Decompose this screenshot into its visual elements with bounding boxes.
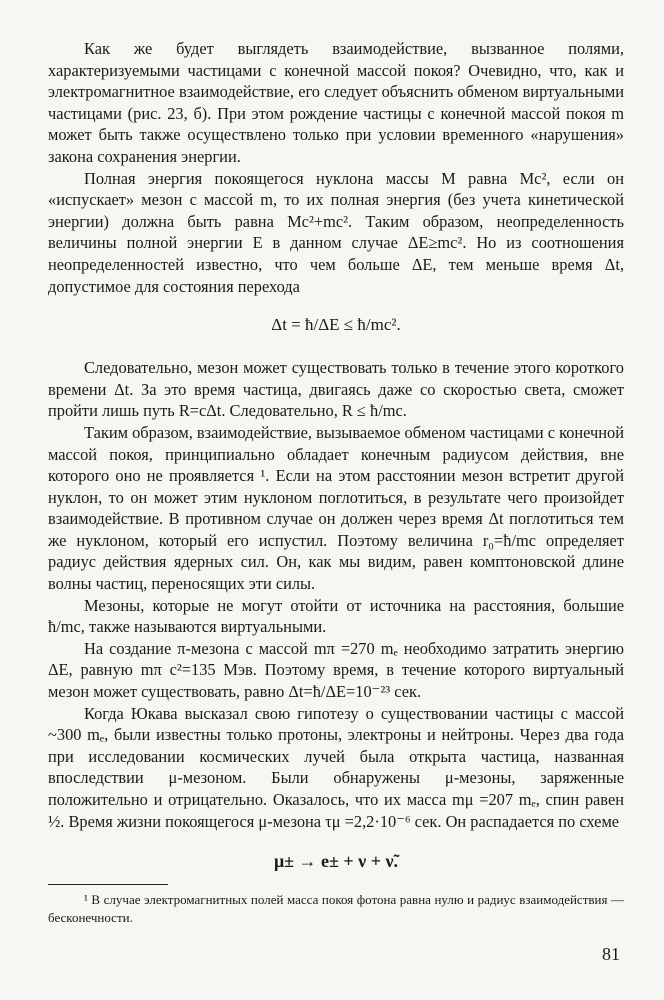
paragraph-6: На создание π-мезона с массой mπ =270 mₑ необходимо затратить энергию ΔE, равную mπ c²=135 Мэв. Поэтому время, в течение которого виртуальный мезон может существовать, равно Δt=ħ/ΔE=10⁻²³ сек. [48, 638, 624, 702]
formula-decay: μ± → e± + ν + ν̃. [273, 851, 399, 872]
footnote-rule [48, 884, 168, 885]
paragraph-2: Полная энергия покоящегося нуклона массы M равна Mc², если он «испускает» мезон с массой m, то их полная энергия (без учета кинетической энергии) должна быть равна Mc²+mc². Таким образом, неопределенность величины полной энергии E в данном случае ΔE≥mc². Но из соотношения неопределенностей известно, что чем больше ΔE, тем меньше время Δt, допустимое для состояния перехода [48, 168, 624, 296]
paragraph-3: Следовательно, мезон может существовать только в течение этого короткого времени Δt. За это время частица, двигаясь даже со скоростью света, сможет пройти лишь путь R=cΔt. Следовательно, R ≤ ħ/mc. [48, 358, 624, 421]
page-body [48, 38, 624, 927]
paragraph-5: Мезоны, которые не могут отойти от источника на расстояния, большие ħ/mc, также называются виртуальными. [48, 595, 624, 637]
paragraph-7: Когда Юкава высказал свою гипотезу о существовании частицы с массой ~300 mₑ, были известны только протоны, электроны и нейтроны. Через два года при исследовании космических лучей была открыта частица, названная впоследствии μ-мезоном. Были обнаружены μ-мезоны, заряженные положительно и отрицательно. Оказалось, что их масса mμ =207 mₑ, спин равен ½. Время жизни покоящегося μ-мезона τμ =2,2·10⁻⁶ сек. Он распадается по схеме [48, 703, 624, 831]
paragraph-1: Как же будет выглядеть взаимодействие, вызванное полями, характеризуемыми частицами с конечной массой покоя? Очевидно, что, как и электромагнитное взаимодействие, его следует объяснить обменом виртуальными частицами (рис. 23, б). При этом рождение частицы с конечной массой покоя m может быть также осуществлено только при условии временного «нарушения» закона сохранения энергии. [48, 39, 624, 166]
formula-uncertainty: Δt = ħ/ΔE ≤ ħ/mc². [271, 315, 401, 335]
paragraph-4: Таким образом, взаимодействие, вызываемое обменом частицами с конечной массой покоя, принципиально обладает конечным радиусом действия, вне которого оно не проявляется ¹. Если на этом расстоянии мезон встретит другой нуклон, то он может этим нуклоном поглотиться, в результате чего произойдет взаимодействие. В противном случае он должен через время Δt поглотиться тем же нуклоном, который его испустил. Поэтому величина r₀=ħ/mc определяет радиус действия ядерных сил. Он, как мы видим, равен комптоновской длине волны частиц, переносящих эти силы. [48, 422, 625, 594]
page-number: 81 [602, 944, 620, 964]
footnote: ¹ В случае электромагнитных полей масса покоя фотона равна нулю и радиус взаимодействия — бесконечности. [48, 892, 624, 926]
